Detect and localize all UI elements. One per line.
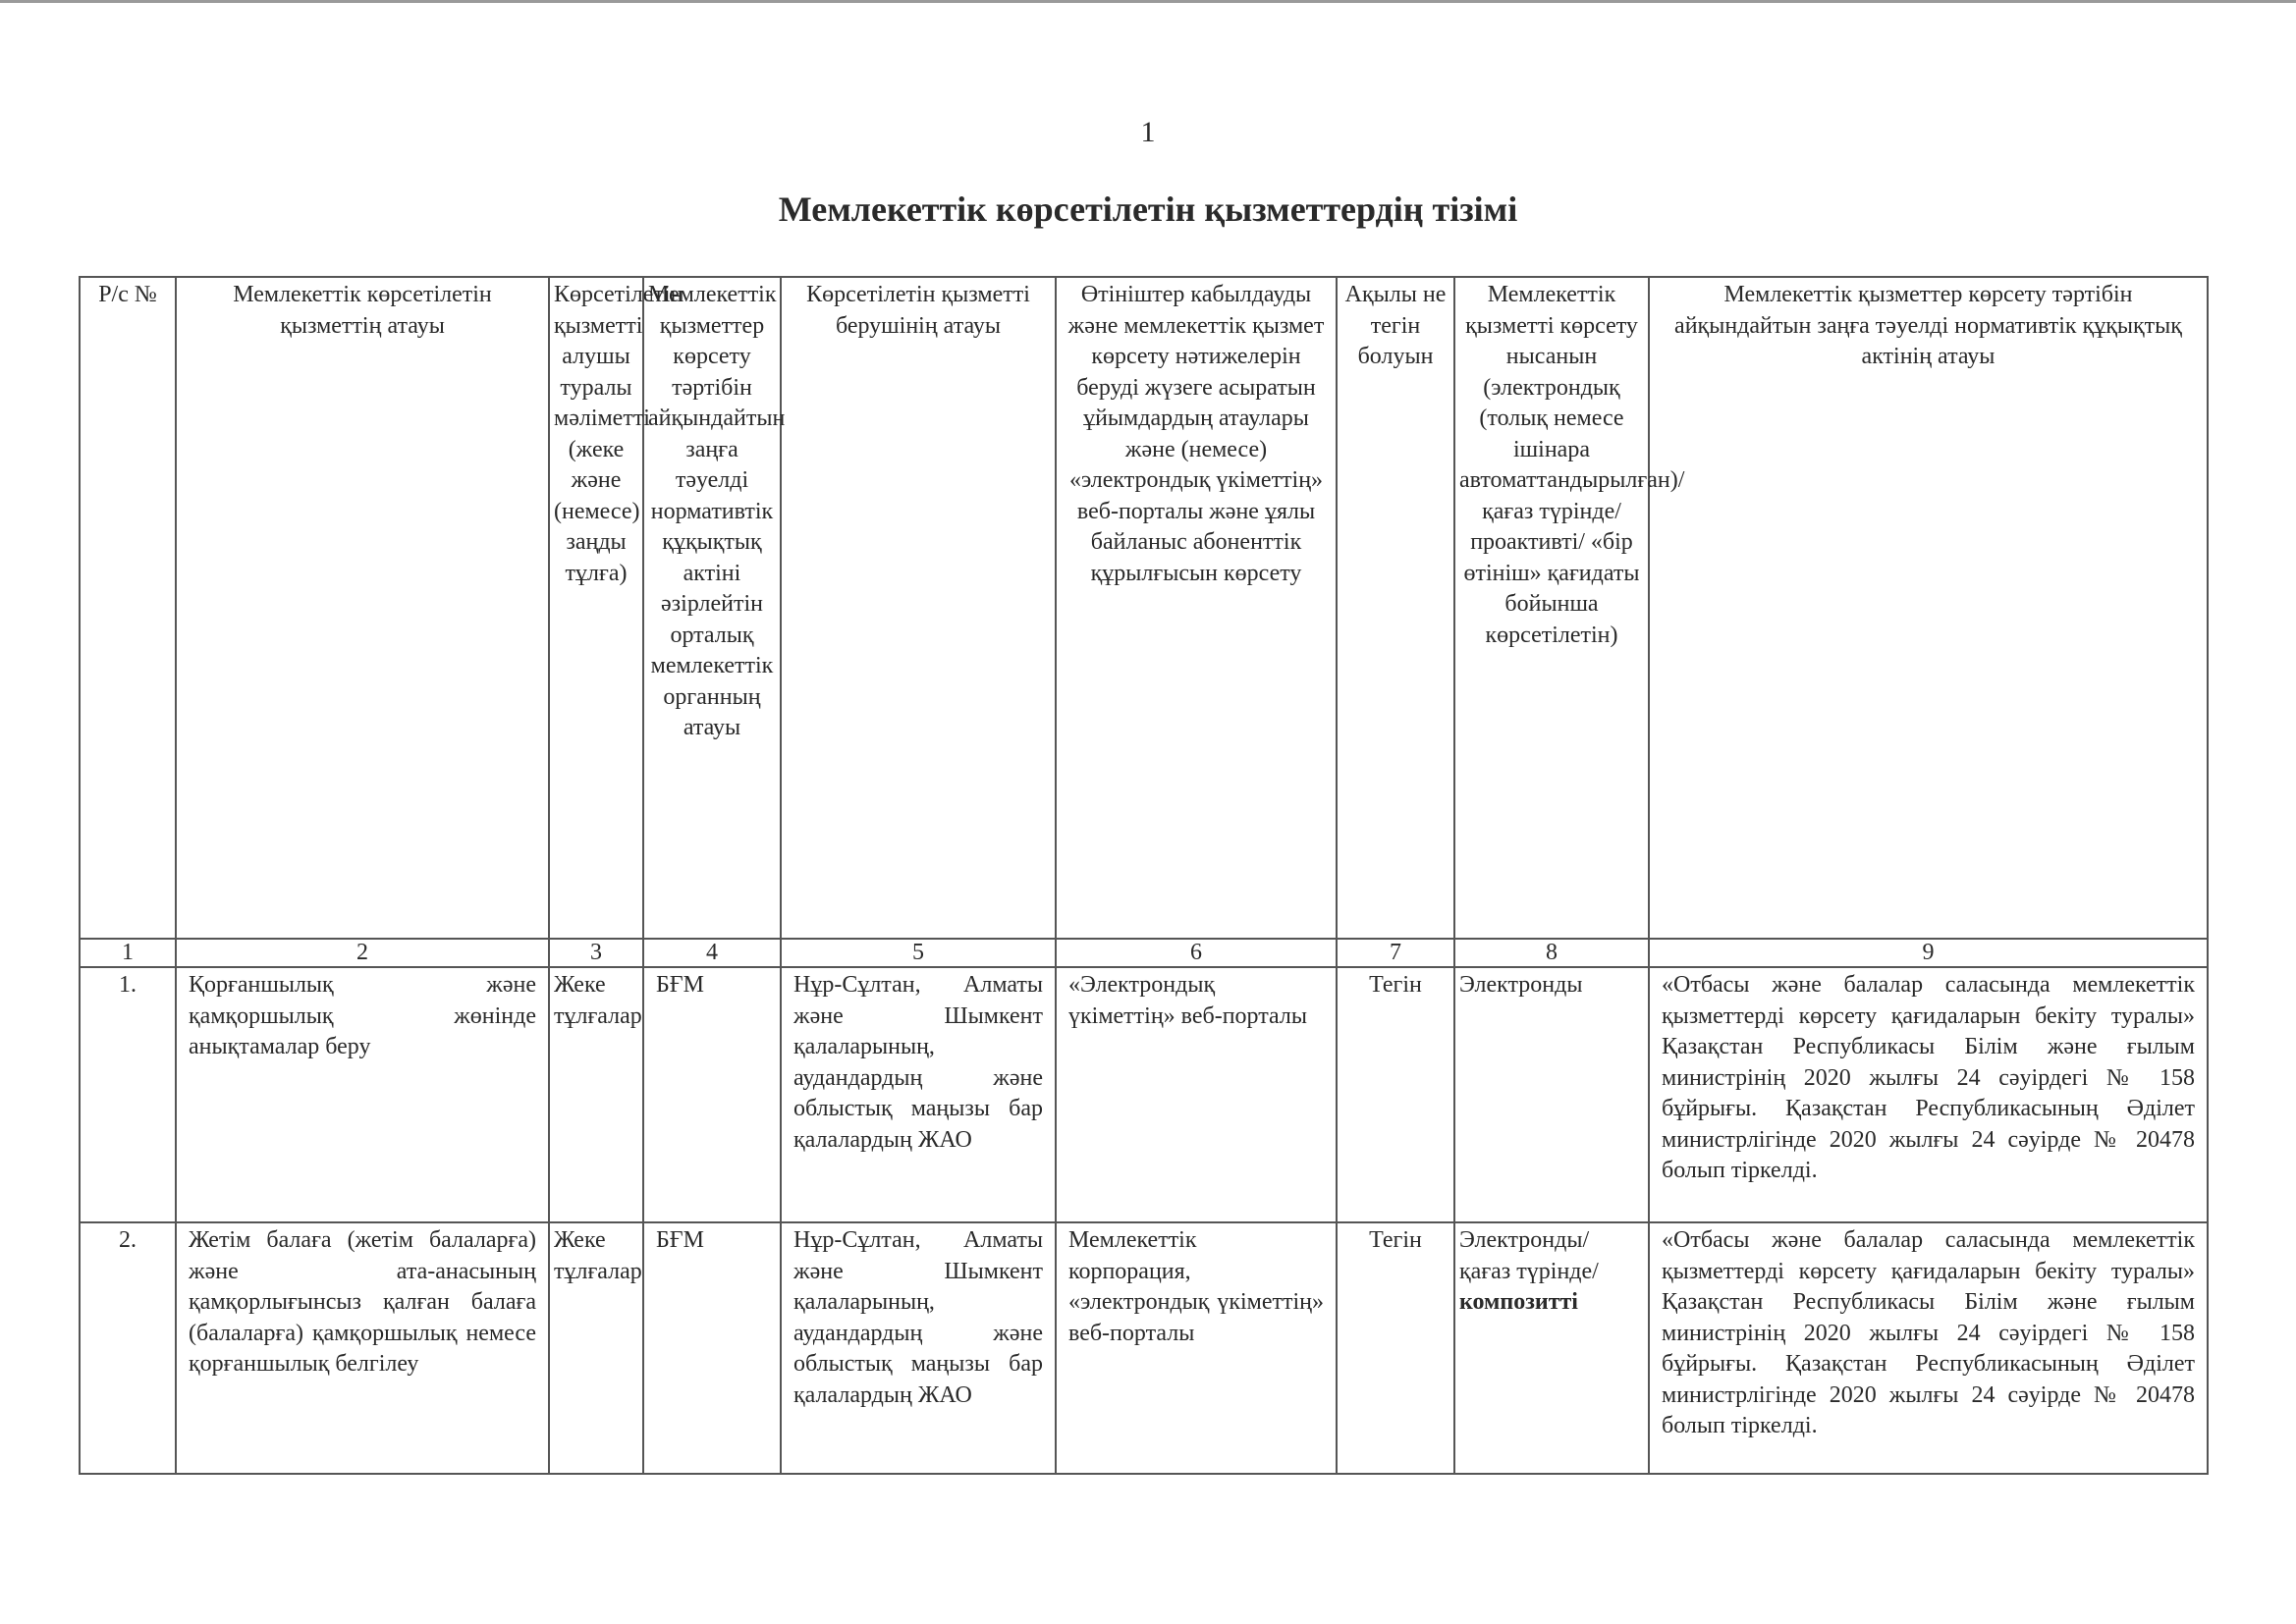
top-border-line: [0, 0, 2296, 3]
column-number: 4: [643, 939, 781, 967]
column-number: 5: [781, 939, 1056, 967]
header-service-name: Мемлекеттік көрсетілетін қызметтің атауы: [176, 277, 549, 939]
service-form: [1454, 1222, 1649, 1474]
page-number: 1: [1140, 116, 1156, 148]
page-title: Мемлекеттік көрсетілетін қызметтердің тізімі: [778, 189, 1518, 229]
column-number: 2: [176, 939, 549, 967]
header-row: [80, 277, 2208, 939]
column-number: 8: [1454, 939, 1649, 967]
header-legal-act: Мемлекеттік қызметтер көрсету тәртібін айқындайтын заңға тәуелді нормативтік құқықтық актінің атауы: [1649, 277, 2208, 939]
row-index: 2.: [80, 1222, 176, 1474]
service-form-text: Электронды/ қағаз түрінде/: [1459, 1227, 1599, 1284]
provider: Нұр-Сұлтан, Алматы және Шымкент қалаларының, аудандардың және облыстық маңызы бар қалалардың ЖАО: [781, 1222, 1056, 1474]
service-name: Қорғаншылық және қамқоршылық жөнінде анықтамалар беру: [176, 967, 549, 1222]
row-index: 1.: [80, 967, 176, 1222]
table-row: [80, 1222, 2208, 1474]
column-number: 7: [1337, 939, 1454, 967]
payment: Тегін: [1337, 967, 1454, 1222]
service-form-bold: композитті: [1459, 1289, 1578, 1315]
provider: Нұр-Сұлтан, Алматы және Шымкент қалаларының, аудандардың және облыстық маңызы бар қалалардың ЖАО: [781, 967, 1056, 1222]
service-form: [1454, 967, 1649, 1222]
header-service-form: Мемлекеттік қызметті көрсету нысанын (электрондық (толық немесе ішінара автоматтандырылған)/ қағаз түрінде/ проактивті/ «бір өтініш» қағидаты бойынша көрсетілетін): [1454, 277, 1649, 939]
service-name: Жетім балаға (жетім балаларға) және ата-анасының қамқорлығынсыз қалған балаға (балаларға) қамқоршылық немесе қорғаншылық белгілеу: [176, 1222, 549, 1474]
header-recipient: Көрсетілетін қызметті алушы туралы мәліметті (жеке және (немесе) заңды тұлға): [549, 277, 643, 939]
header-channels: Өтініштер кабылдауды және мемлекеттік қызмет көрсету нәтижелерін беруді жүзеге асыратын ұйымдардың атаулары және (немесе) «электрондық үкіметтің» веб-порталы және ұялы байланыс абоненттік құрылғысын көрсету: [1056, 277, 1337, 939]
service-form-text: Электронды: [1459, 972, 1583, 998]
header-central-agency: Мемлекеттік қызметтер көрсету тәртібін айқындайтын заңға тәуелді нормативтік құқықтық актіні әзірлейтін орталық мемлекеттік органның атауы: [643, 277, 781, 939]
central-agency: БҒМ: [643, 967, 781, 1222]
column-number: 1: [80, 939, 176, 967]
channels: «Электрондық үкіметтің» веб-порталы: [1056, 967, 1337, 1222]
services-table: [79, 276, 2209, 1475]
column-number: 6: [1056, 939, 1337, 967]
column-number: 3: [549, 939, 643, 967]
table-row: [80, 967, 2208, 1222]
legal-act: «Отбасы және балалар саласында мемлекеттік қызметтерді көрсету қағидаларын бекіту туралы» Қазақстан Республикасы Білім және ғылым министрінің 2020 жылғы 24 сәуірдегі № 158 бұйрығы. Қазақстан Республикасының Әділет министрлігінде 2020 жылғы 24 сәуірде № 20478 болып тіркелді.: [1649, 1222, 2208, 1474]
central-agency: БҒМ: [643, 1222, 781, 1474]
column-numbers-row: [80, 939, 2208, 967]
legal-act: «Отбасы және балалар саласында мемлекеттік қызметтерді көрсету қағидаларын бекіту туралы» Қазақстан Республикасы Білім және ғылым министрінің 2020 жылғы 24 сәуірдегі № 158 бұйрығы. Қазақстан Республикасының Әділет министрлігінде 2020 жылғы 24 сәуірде № 20478 болып тіркелді.: [1649, 967, 2208, 1222]
header-provider: Көрсетілетін қызметті берушінің атауы: [781, 277, 1056, 939]
header-index: Р/с №: [80, 277, 176, 939]
recipient: Жеке тұлғалар: [549, 967, 643, 1222]
header-payment: Ақылы не тегін болуын: [1337, 277, 1454, 939]
payment: Тегін: [1337, 1222, 1454, 1474]
column-number: 9: [1649, 939, 2208, 967]
channels: Мемлекеттік корпорация, «электрондық үкіметтің» веб-порталы: [1056, 1222, 1337, 1474]
recipient: Жеке тұлғалар: [549, 1222, 643, 1474]
